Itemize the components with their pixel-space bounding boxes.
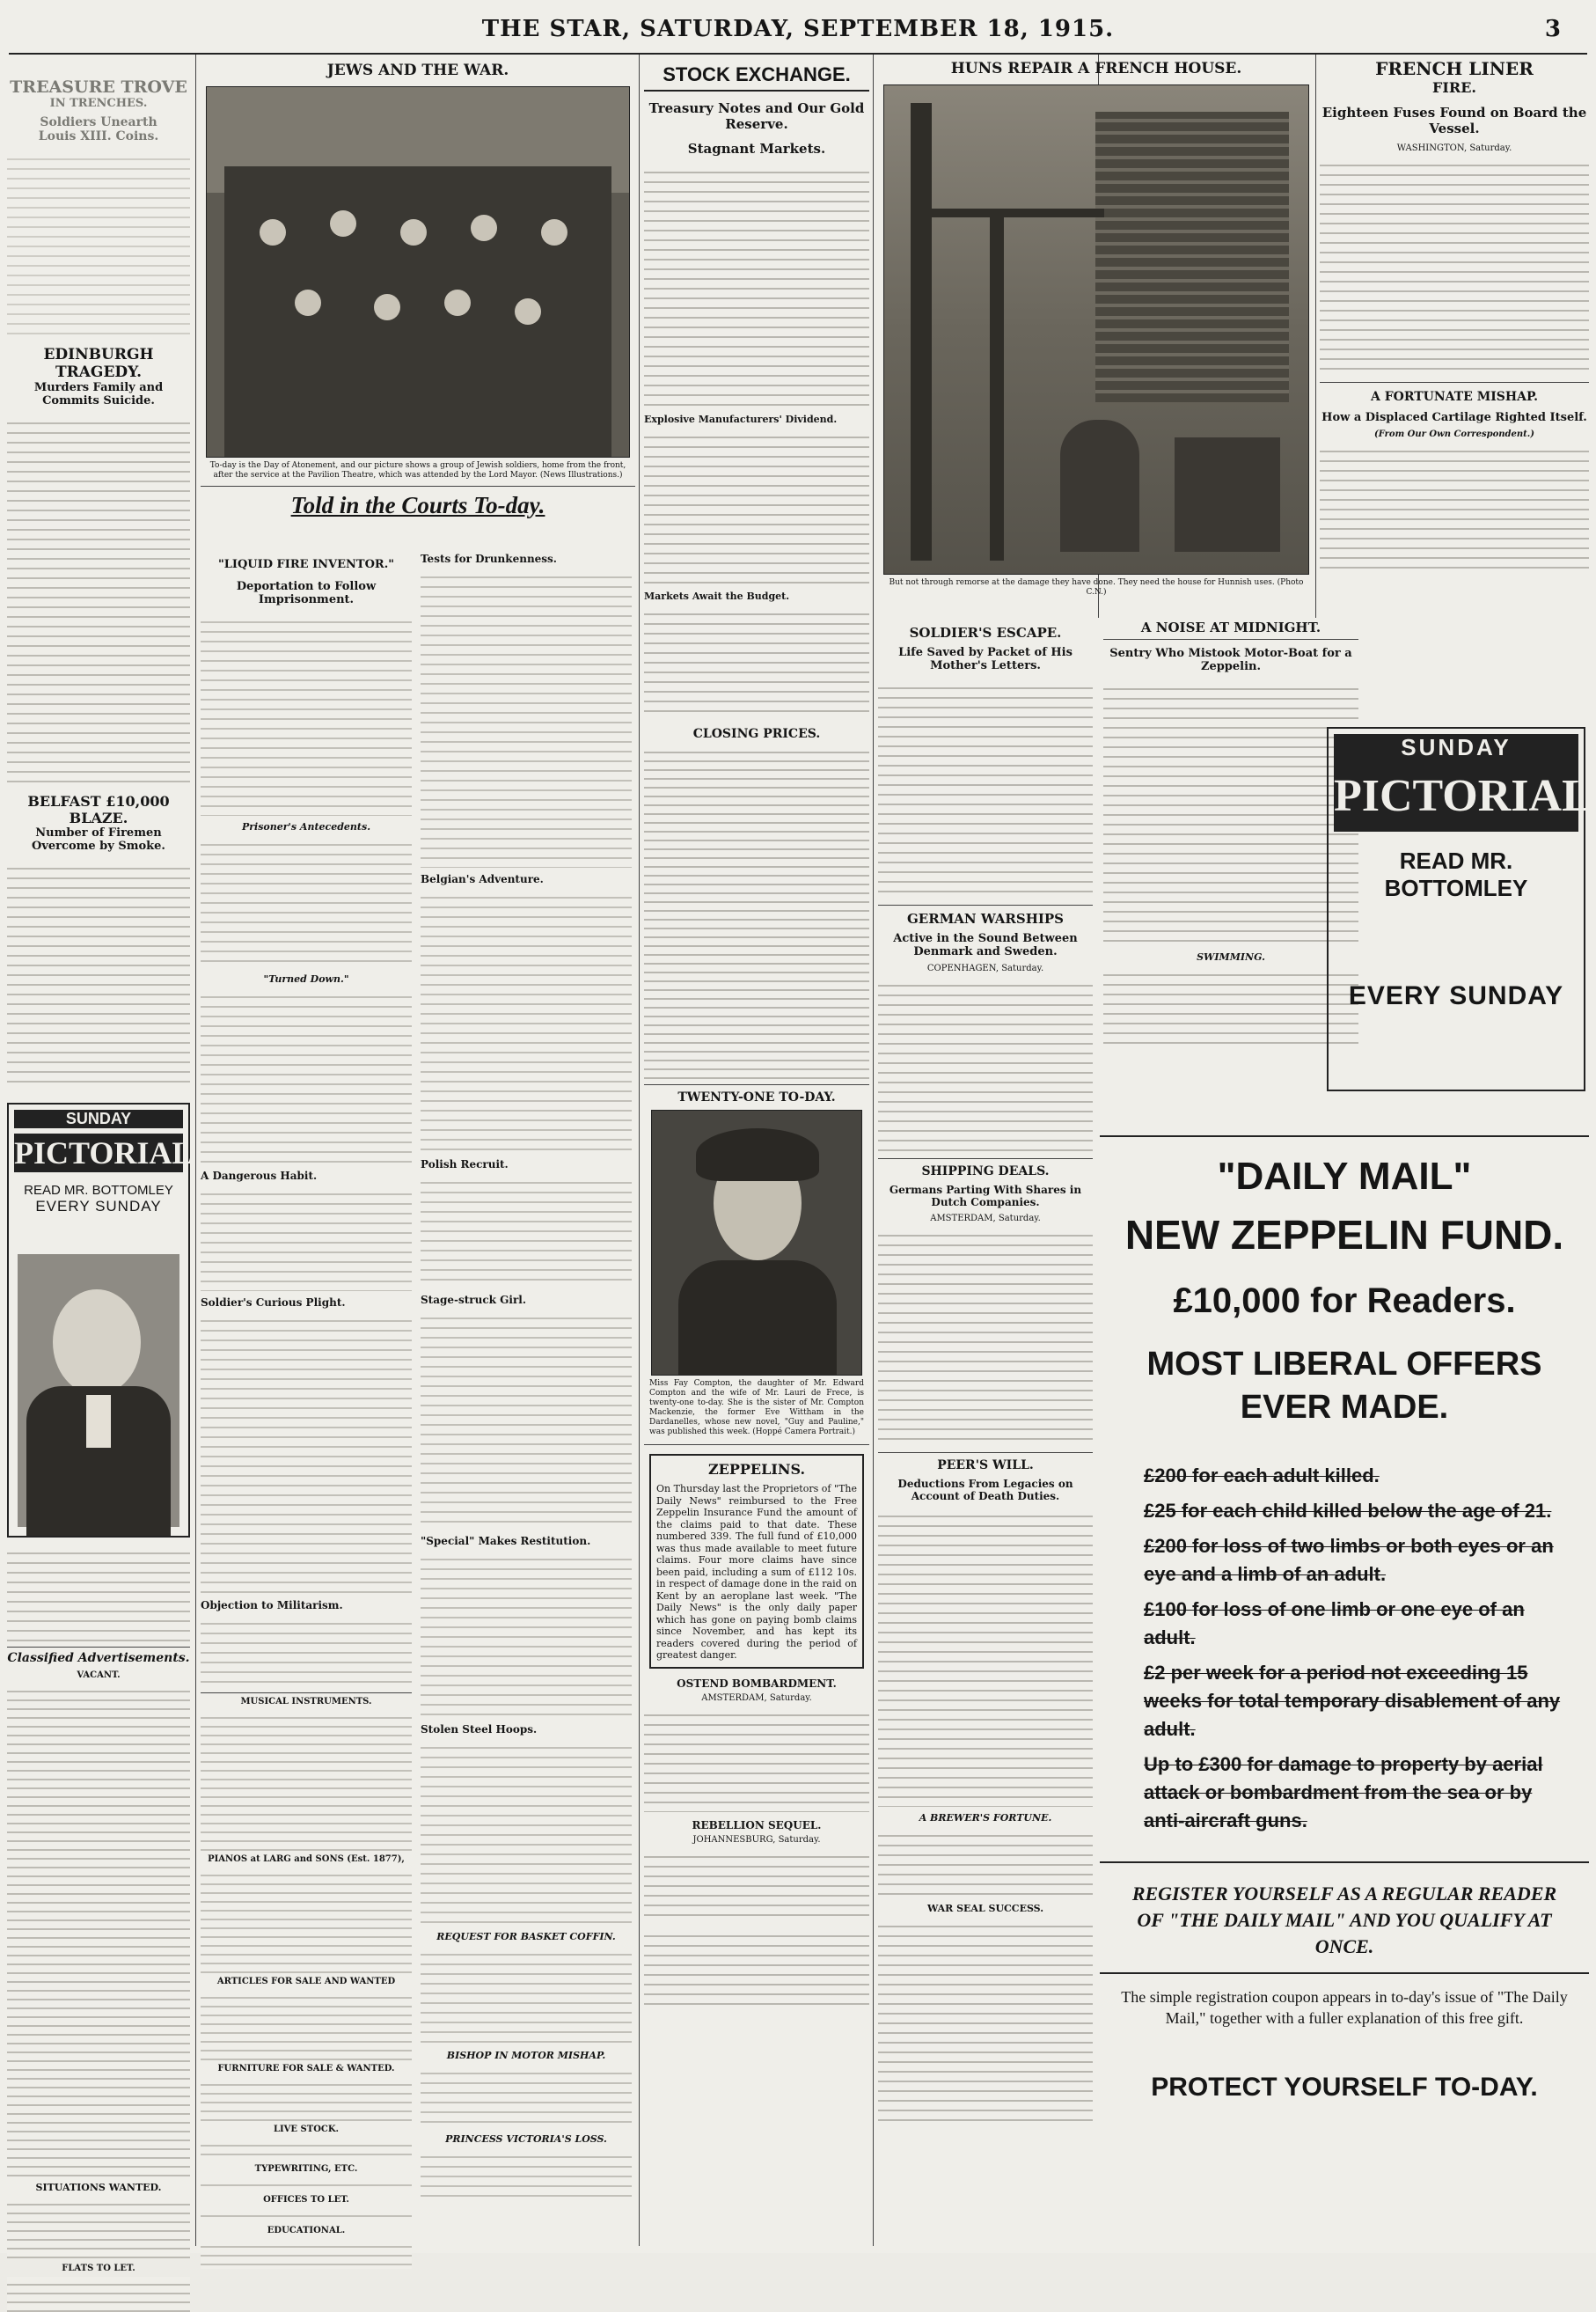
pictorial-ad-every-sunday: EVERY SUNDAY	[35, 1198, 162, 1215]
amsterdam-dateline: AMSTERDAM, Saturday.	[930, 1214, 1041, 1223]
huns-headline: HUNS REPAIR A FRENCH HOUSE.	[950, 60, 1242, 77]
register-yourself: REGISTER YOURSELF AS A REGULAR READER OF "THE DAILY MAIL" AND YOU QUALIFY AT ONCE.	[1131, 1883, 1557, 1957]
fay-compton-portrait	[651, 1110, 862, 1376]
articles-sale-body	[201, 1990, 412, 2060]
column1-body-end	[7, 1545, 190, 1641]
rule	[878, 1452, 1093, 1453]
copenhagen-dateline: COPENHAGEN, Saturday.	[926, 964, 1044, 973]
rule	[1320, 382, 1589, 383]
offers-list	[1144, 1462, 1564, 1835]
steel-hoops-body	[421, 1739, 632, 1924]
antecedents-body	[201, 836, 412, 968]
rebellion-headline: REBELLION SEQUEL.	[692, 1818, 822, 1831]
steel-hoops-subhead: Stolen Steel Hoops.	[421, 1723, 538, 1736]
explosive-dividend-subhead: Explosive Manufacturers' Dividend.	[644, 414, 838, 425]
twenty-one-headline: TWENTY-ONE TO-DAY.	[677, 1090, 836, 1105]
belfast-subhead: Number of Firemen Overcome by Smoke.	[32, 826, 165, 853]
offer-child-killed: £25 for each child killed below the age of 21.	[1144, 1500, 1552, 1522]
fire-headline: FIRE.	[1432, 79, 1476, 96]
ostend-headline: OSTEND BOMBARDMENT.	[677, 1677, 837, 1690]
sunday-pictorial-ad-right	[1327, 727, 1592, 1091]
column-2	[201, 53, 635, 2244]
dangerous-habit-body	[201, 1185, 412, 1291]
german-warships-body	[878, 977, 1093, 1153]
column-5-top	[1320, 53, 1589, 616]
princess-victoria-headline: PRINCESS VICTORIA'S LOSS.	[445, 2133, 607, 2145]
pianos-larg-heading: PIANOS at LARG and SONS (Est. 1877),	[208, 1854, 405, 1864]
soldiers-plight-body	[201, 1312, 412, 1594]
peers-will-headline: PEER'S WILL.	[937, 1458, 1034, 1472]
pictorial-ad-pictorial: PICTORIAL	[14, 1135, 194, 1171]
fortunate-mishap-headline: A FORTUNATE MISHAP.	[1370, 390, 1539, 404]
belfast-body	[7, 860, 190, 1089]
offer-one-limb: £100 for loss of one limb or one eye of an adult.	[1144, 1598, 1525, 1648]
furniture-sale-body	[201, 2077, 412, 2121]
pictorial-right-pictorial: PICTORIAL	[1334, 761, 1578, 832]
peers-will-subhead: Deductions From Legacies on Account of Death Duties.	[897, 1478, 1073, 1502]
offices-to-let-heading: OFFICES TO LET.	[263, 2195, 349, 2205]
edinburgh-body	[7, 415, 190, 784]
sentry-subhead: Sentry Who Mistook Motor-Boat for a Zeppelin.	[1109, 647, 1352, 673]
column-4-top	[878, 53, 1314, 634]
shipping-deals-headline: SHIPPING DEALS.	[921, 1164, 1050, 1178]
furniture-sale-heading: FURNITURE FOR SALE & WANTED.	[217, 2064, 395, 2073]
brewers-fortune-headline: A BREWER'S FORTUNE.	[919, 1812, 1052, 1824]
offer-two-limbs: £200 for loss of two limbs or both eyes or an eye and a limb of an adult.	[1144, 1535, 1554, 1585]
zeppelins-body: On Thursday last the Proprietors of "The Daily News" reimbursed to the Free Zeppelin Insurance Fund the amount of the claims paid to that date. These numbered 339. The full fund of £10,000 was thus made available to meet future claims. Four more claims have since been paid, including a sum of £112 10s. in respect of damage done in the raid on Kent by an aeroplane last week. "The Daily News" is the only daily paper which has gone on paying bomb claims since November, and has kept its readers covered during the period of greatest danger.	[656, 1483, 857, 1661]
edinburgh-subhead: Murders Family and Commits Suicide.	[33, 381, 164, 407]
ostend-dateline: AMSTERDAM, Saturday.	[701, 1692, 812, 1703]
column-rule	[639, 55, 640, 2246]
special-restitution-subhead: "Special" Makes Restitution.	[421, 1535, 591, 1547]
own-correspondent-credit: (From Our Own Correspondent.)	[1373, 429, 1534, 439]
princess-victoria-body	[421, 2148, 632, 2201]
typewriting-heading: TYPEWRITING, ETC.	[254, 2164, 358, 2174]
peers-will-body	[878, 1508, 1093, 1807]
treasure-trove-sub2: Soldiers Unearth	[40, 115, 157, 129]
situations-wanted-heading: SITUATIONS WANTED.	[35, 2182, 162, 2193]
turned-down-subhead: "Turned Down."	[263, 973, 349, 985]
drunkenness-body	[421, 569, 632, 868]
column-1	[7, 53, 194, 2273]
objection-militarism-subhead: Objection to Militarism.	[201, 1599, 343, 1611]
german-warships-headline: GERMAN WARSHIPS	[906, 911, 1064, 927]
prisoners-antecedents: Prisoner's Antecedents.	[241, 821, 371, 833]
explosive-dividend-body	[644, 429, 869, 587]
turned-down-body	[201, 988, 412, 1164]
hospital-competition-body	[644, 1927, 869, 2007]
treasure-trove-body	[7, 150, 190, 335]
rule	[1100, 1972, 1589, 1974]
special-restitution-body	[421, 1551, 632, 1718]
noise-midnight-body	[1103, 680, 1358, 944]
vacant-heading: VACANT.	[77, 1670, 121, 1680]
war-seal-body	[878, 1918, 1093, 2129]
closing-prices-body	[644, 745, 869, 1079]
polish-recruit-body	[421, 1174, 632, 1288]
offer-adult-killed: £200 for each adult killed.	[1144, 1464, 1380, 1486]
educational-body	[201, 2239, 412, 2269]
basket-coffin-headline: REQUEST FOR BASKET COFFIN.	[436, 1931, 616, 1942]
live-stock-body	[201, 2138, 412, 2161]
rebellion-body	[644, 1848, 869, 1919]
pictorial-right-every-sunday: EVERY SUNDAY	[1348, 981, 1564, 1010]
treasure-trove-sub1: IN TRENCHES.	[49, 97, 148, 110]
typewriting-body	[201, 2177, 412, 2191]
zeppelins-box	[649, 1454, 864, 1669]
deportation-subhead: Deportation to Follow Imprisonment.	[236, 580, 377, 606]
offer-property-damage: Up to £300 for damage to property by aerial attack or bombardment from the sea or by anti-aircraft guns.	[1144, 1753, 1543, 1831]
pianos-larg-body	[201, 1868, 412, 1973]
soldiers-plight-subhead: Soldier's Curious Plight.	[201, 1296, 346, 1309]
pictorial-ad-sunday: SUNDAY	[14, 1110, 183, 1128]
ever-made: EVER MADE.	[1240, 1389, 1449, 1426]
noise-midnight-article	[1103, 616, 1358, 1144]
rule	[201, 1692, 412, 1693]
flats-to-let-body	[7, 2277, 190, 2312]
vacant-body	[7, 1684, 190, 2176]
pictorial-right-spacer	[1329, 902, 1584, 981]
rule	[7, 1647, 190, 1648]
rule	[1100, 1861, 1589, 1863]
column-rule	[873, 55, 874, 2246]
stage-struck-body	[421, 1310, 632, 1530]
offer-weekly-disablement: £2 per week for a period not exceeding 15 weeks for total temporary disablement of any adult.	[1144, 1662, 1561, 1740]
bishop-mishap-body	[421, 2065, 632, 2126]
fay-compton-caption: Miss Fay Compton, the daughter of Mr. Edward Compton and the wife of Mr. Lauri de Frece, is twenty-one to-day. She is the sister of Mr. Compton Mackenzie, the former Eve Wittham in the Dardanelles, whose new novel, "Guy and Pauline," was published this week. (Hoppé Camera Portrait.)	[649, 1379, 864, 1436]
treasure-trove-sub3: Louis XIII. Coins.	[38, 129, 159, 143]
courts-left-subcolumn	[201, 546, 412, 2269]
educational-heading: EDUCATIONAL.	[267, 2226, 346, 2235]
column-rule	[1315, 55, 1316, 618]
musical-instruments-body	[201, 1710, 412, 1851]
basket-coffin-body	[421, 1946, 632, 2043]
articles-sale-heading: ARTICLES FOR SALE AND WANTED	[216, 1977, 396, 1986]
stagnant-markets-subhead: Stagnant Markets.	[687, 141, 826, 157]
masthead	[0, 7, 1596, 51]
soldiers-escape-subhead: Life Saved by Packet of His Mother's Letters.	[898, 646, 1073, 672]
soldiers-escape-headline: SOLDIER'S ESCAPE.	[909, 625, 1062, 641]
belgians-adventure-subhead: Belgian's Adventure.	[421, 873, 544, 885]
markets-budget-subhead: Markets Await the Budget.	[644, 591, 790, 602]
stock-exchange-headline: STOCK EXCHANGE.	[644, 63, 869, 92]
column-4-left	[878, 616, 1093, 2244]
ostend-body	[644, 1706, 869, 1812]
fortunate-mishap-body	[1320, 443, 1589, 575]
liquid-fire-headline: "LIQUID FIRE INVENTOR."	[217, 558, 395, 571]
shipping-deals-body	[878, 1227, 1093, 1447]
liquid-fire-body	[201, 613, 412, 816]
musical-instruments-heading: MUSICAL INSTRUMENTS.	[240, 1697, 372, 1706]
displaced-cartilage-subhead: How a Displaced Cartilage Righted Itself.	[1321, 411, 1587, 424]
rebellion-dateline: JOHANNESBURG, Saturday.	[692, 1834, 821, 1845]
courts-right-subcolumn	[421, 546, 632, 2201]
page-number: 3	[1544, 16, 1561, 42]
daily-mail-title: "DAILY MAIL"	[1217, 1155, 1472, 1198]
classified-headline: Classified Advertisements.	[7, 1651, 190, 1665]
rule	[644, 1444, 869, 1445]
belgians-adventure-body	[421, 889, 632, 1153]
drunkenness-subhead: Tests for Drunkenness.	[421, 553, 557, 565]
jewish-soldiers-caption: To-day is the Day of Atonement, and our picture shows a group of Jewish soldiers, home from the front, after the service at the Pavilion Theatre, which was attended by the Lord Mayor. (News Illustrations.)	[209, 461, 626, 480]
brewers-fortune-body	[878, 1827, 1093, 1897]
pictorial-right-sunday: SUNDAY	[1334, 734, 1578, 761]
belfast-headline: BELFAST £10,000 BLAZE.	[27, 793, 170, 826]
objection-militarism-body	[201, 1615, 412, 1685]
french-house-photo	[883, 84, 1309, 575]
treasury-notes-subhead: Treasury Notes and Our Gold Reserve.	[648, 100, 865, 132]
bottomley-portrait	[18, 1254, 179, 1527]
rule	[201, 486, 635, 487]
markets-budget-body	[644, 606, 869, 720]
rule	[878, 1158, 1093, 1159]
polish-recruit-subhead: Polish Recruit.	[421, 1158, 509, 1171]
swimming-body	[1103, 966, 1358, 1046]
flats-to-let-heading: FLATS TO LET.	[62, 2264, 135, 2273]
most-liberal-offers: MOST LIBERAL OFFERS	[1146, 1346, 1542, 1383]
bishop-mishap-headline: BISHOP IN MOTOR MISHAP.	[446, 2050, 606, 2061]
german-warships-subhead: Active in the Sound Between Denmark and Sweden.	[893, 932, 1078, 958]
soldiers-escape-body	[878, 679, 1093, 899]
sunday-pictorial-ad	[7, 1103, 194, 1538]
column-rule	[195, 55, 196, 2246]
treasure-trove-headline: TREASURE TROVE	[10, 77, 187, 97]
washington-dateline: WASHINGTON, Saturday.	[1396, 143, 1512, 153]
offices-to-let-body	[201, 2208, 412, 2222]
french-house-caption: But not through remorse at the damage they have done. They need the house for Hunnish uses. (Photo C.N.)	[889, 578, 1304, 597]
closing-prices-heading: CLOSING PRICES.	[692, 727, 821, 741]
registration-coupon: The simple registration coupon appears in to-day's issue of "The Daily Mail," together with a fuller explanation of this free gift.	[1121, 1988, 1568, 2027]
rule	[644, 1084, 869, 1085]
courts-today-headline: Told in the Courts To-day.	[290, 492, 545, 518]
eighteen-fuses-subhead: Eighteen Fuses Found on Board the Vessel.	[1321, 105, 1587, 136]
jews-war-headline: JEWS AND THE WAR.	[326, 62, 509, 79]
stock-exchange-body	[644, 164, 869, 410]
zeppelin-fund-title: NEW ZEPPELIN FUND.	[1124, 1212, 1564, 1258]
situations-wanted-body	[7, 2197, 190, 2258]
daily-mail-ad	[1100, 1135, 1589, 2248]
pictorial-ad-read: READ MR. BOTTOMLEY	[24, 1183, 173, 1198]
jewish-soldiers-photo	[206, 86, 630, 458]
war-seal-headline: WAR SEAL SUCCESS.	[926, 1903, 1044, 1914]
edinburgh-headline: EDINBURGH TRAGEDY.	[43, 346, 154, 381]
noise-midnight-headline: A NOISE AT MIDNIGHT.	[1103, 620, 1358, 640]
dangerous-habit-subhead: A Dangerous Habit.	[201, 1170, 318, 1182]
pictorial-right-read: READ MR. BOTTOMLEY	[1384, 848, 1528, 901]
zeppelins-headline: ZEPPELINS.	[707, 1461, 806, 1478]
stage-struck-subhead: Stage-struck Girl.	[421, 1294, 526, 1306]
swimming-heading: SWIMMING.	[1197, 951, 1265, 963]
live-stock-heading: LIVE STOCK.	[273, 2125, 340, 2134]
ten-thousand-readers: £10,000 for Readers.	[1173, 1281, 1516, 1320]
french-liner-body	[1320, 157, 1589, 377]
protect-yourself: PROTECT YOURSELF TO-DAY.	[1151, 2073, 1538, 2102]
rule	[878, 905, 1093, 906]
column-3	[644, 53, 869, 2244]
masthead-title: THE STAR, SATURDAY, SEPTEMBER 18, 1915.	[481, 16, 1115, 42]
shipping-deals-subhead: Germans Parting With Shares in Dutch Companies.	[889, 1184, 1082, 1208]
french-liner-headline: FRENCH LINER	[1375, 58, 1534, 79]
